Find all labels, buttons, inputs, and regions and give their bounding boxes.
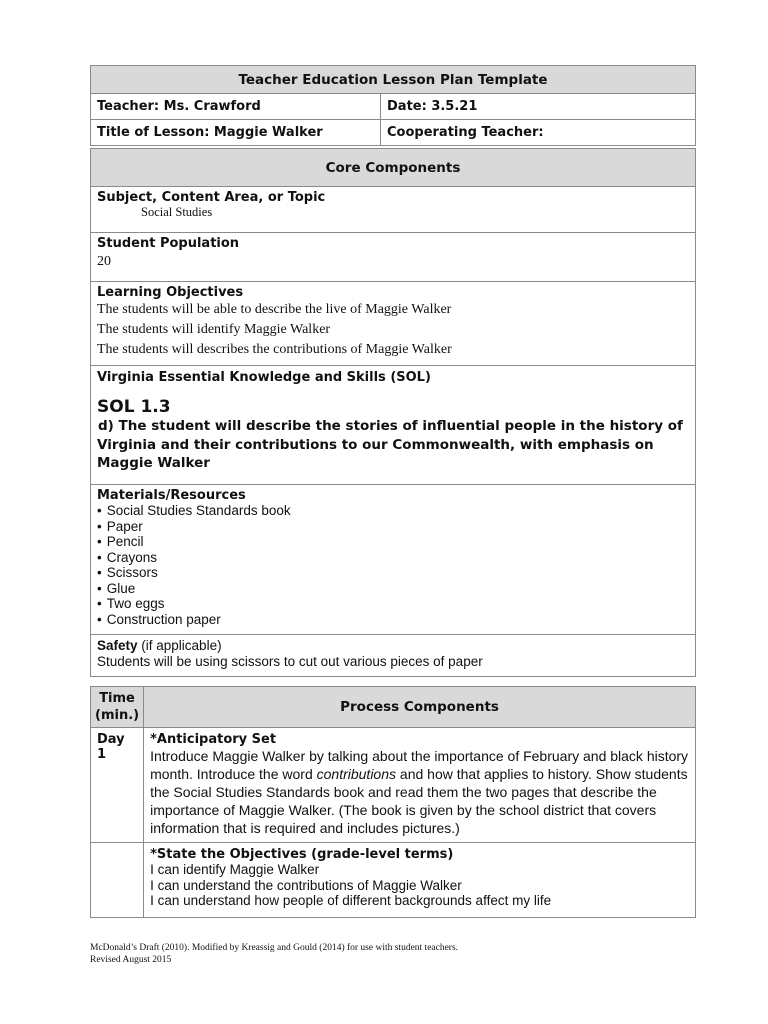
sol-standard	[97, 417, 689, 473]
objectives-section	[91, 282, 696, 366]
subject-label: Subject, Content Area, or Topic	[97, 190, 326, 205]
safety-note: (if applicable)	[137, 638, 222, 653]
safety-label: Safety	[97, 638, 138, 653]
list-item: • Social Studies Standards book	[97, 503, 689, 519]
safety-heading	[97, 638, 689, 654]
population-section	[91, 233, 696, 282]
materials-list	[97, 503, 689, 627]
objectives-label: Learning Objectives	[97, 285, 244, 300]
sol-text: The student will describe the stories of influential people in the history of Virginia and their contributions to our Commonwealth, with emphasis on Maggie Walker	[97, 418, 683, 471]
safety-text: Students will be using scissors to cut out various pieces of paper	[97, 654, 483, 669]
population-label: Student Population	[97, 236, 240, 251]
objective-item: The students will be able to describe the live of Maggie Walker	[97, 302, 452, 317]
objective-statement: I can understand how people of different backgrounds affect my life	[150, 893, 552, 908]
footer-credit: McDonald’s Draft (2010). Modified by Kreassig and Gould (2014) for use with student teachers.	[90, 943, 459, 953]
safety-section	[91, 635, 696, 677]
state-objectives-label: *State the Objectives (grade-level terms)	[150, 847, 454, 862]
objective-item: The students will describes the contributions of Maggie Walker	[97, 342, 452, 357]
sol-number: SOL 1.3	[97, 397, 171, 417]
subject-section	[91, 187, 696, 233]
anticipatory-text-part: Introduce Maggie Walker by talking about the importance of February and black history month. Introduce the word	[150, 748, 689, 782]
materials-label: Materials/Resources	[97, 488, 246, 503]
anticipatory-text-part: and how that applies to history. Show students the Social Studies Standards book and read them the two pages that describe the importance of Maggie Walker. (The book is given by the school district that covers information that is required and includes pictures.)	[150, 766, 688, 836]
header-table	[90, 65, 696, 146]
process-components-heading: Process Components	[144, 687, 696, 728]
time-header: Time (min.)	[91, 687, 144, 728]
list-item: • Scissors	[97, 565, 689, 581]
empty-time-cell	[91, 843, 144, 918]
core-components-table	[90, 148, 696, 677]
footer	[90, 942, 458, 966]
objective-statement: I can understand the contributions of Maggie Walker	[150, 877, 462, 893]
objective-item: The students will identify Maggie Walker	[97, 322, 331, 337]
day-label: Day 1	[91, 728, 144, 843]
objective-statement: I can identify Maggie Walker	[150, 862, 320, 877]
cooperating-teacher-field: Cooperating Teacher:	[381, 120, 696, 146]
template-title: Teacher Education Lesson Plan Template	[91, 66, 696, 94]
anticipatory-set-section	[144, 728, 696, 843]
teacher-field: Teacher: Ms. Crawford	[91, 94, 381, 120]
list-item: • Two eggs	[97, 596, 689, 612]
list-item: • Construction paper	[97, 612, 689, 628]
lesson-title-field: Title of Lesson: Maggie Walker	[91, 120, 381, 146]
footer-revised: Revised August 2015	[90, 955, 172, 965]
date-field: Date: 3.5.21	[381, 94, 696, 120]
list-item: • Paper	[97, 519, 689, 535]
sol-letter: d)	[98, 418, 114, 434]
population-value: 20	[97, 254, 111, 269]
anticipatory-label: *Anticipatory Set	[150, 732, 277, 747]
core-components-heading: Core Components	[91, 149, 696, 187]
list-item: • Crayons	[97, 550, 689, 566]
list-item: • Glue	[97, 581, 689, 597]
sol-label: Virginia Essential Knowledge and Skills (SOL)	[97, 370, 431, 385]
materials-section	[91, 485, 696, 635]
sol-section	[91, 366, 696, 485]
anticipatory-italic: contributions	[316, 766, 397, 782]
objectives-statement-section	[144, 843, 696, 918]
anticipatory-text	[150, 747, 689, 837]
process-components-table	[90, 686, 696, 918]
list-item: • Pencil	[97, 534, 689, 550]
subject-value: Social Studies	[141, 205, 213, 219]
